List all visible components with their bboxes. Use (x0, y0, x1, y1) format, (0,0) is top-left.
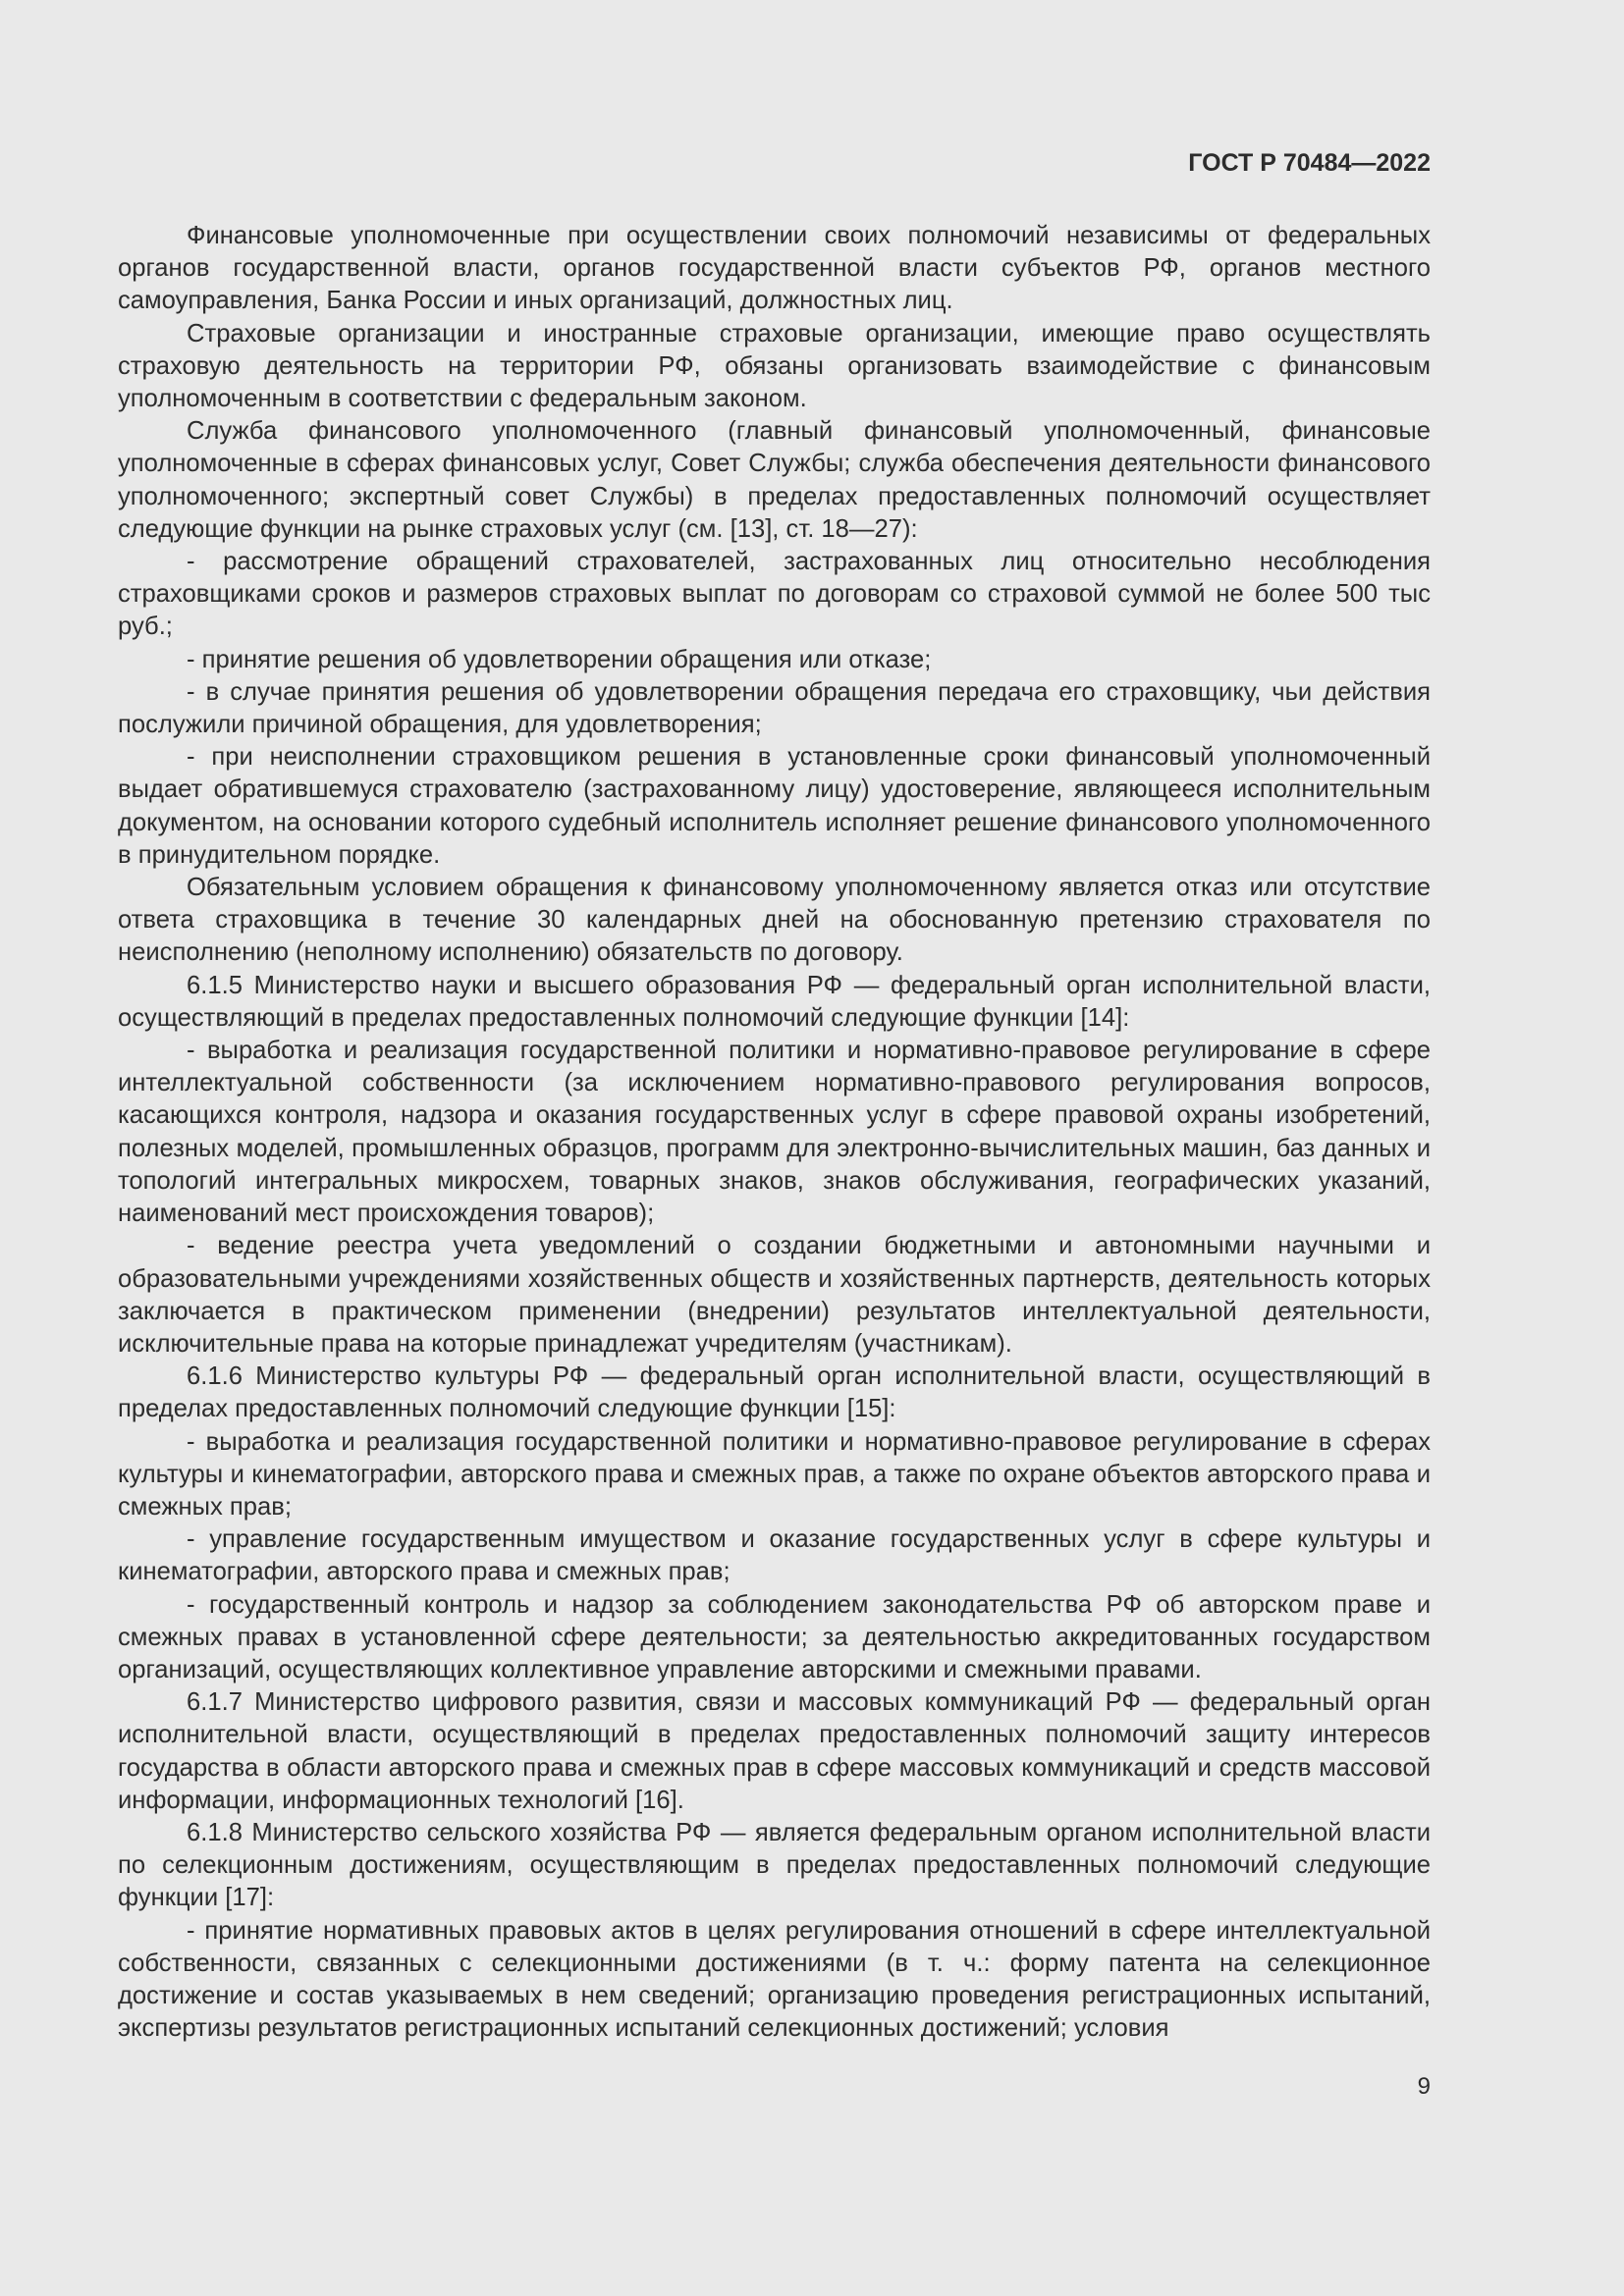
list-item: - при неисполнении страховщиком решения в установленные сроки финансовый уполномоченный выдает обратившемуся страхователю (застрахованному лицу) удостоверение, являющееся исполнительным документом, на основании которого судебный исполнитель исполняет решение финансового уполномоченного в принудительном порядке. (118, 743, 1431, 869)
paragraph: Страховые организации и иностранные страховые организации, имеющие право осуществлять страховую деятельность на территории РФ, обязаны организовать взаимодействие с финансовым уполномоченным в соответствии с федеральным законом. (118, 319, 1431, 413)
section-paragraph: 6.1.7 Министерство цифрового развития, связи и массовых коммуникаций РФ — федеральный орган исполнительной власти, осуществляющий в пределах предоставленных полномочий защиту интересов государства в области авторского права и смежных прав в сфере массовых коммуникаций и средств массовой информации, информационных технологий [16]. (118, 1688, 1431, 1814)
list-item: - в случае принятия решения об удовлетворении обращения передача его страховщику, чьи действия послужили причиной обращения, для удовлетворения; (118, 677, 1431, 739)
list-item: - рассмотрение обращений страхователей, застрахованных лиц относительно несоблюдения страховщиками сроков и размеров страховых выплат по договорам со страховой суммой не более 500 тыс руб.; (118, 548, 1431, 641)
page-number: 9 (1417, 2073, 1431, 2100)
list-item: - принятие решения об удовлетворении обращения или отказе; (187, 645, 932, 673)
list-item: - выработка и реализация государственной политики и нормативно-правовое регулирование в сфере интеллектуальной собственности (за исключением нормативно-правового регулирования вопросов, касающихся контроля, надзора и оказания государственных услуг в сфере правовой охраны изобретений, полезных моделей, промышленных образцов, программ для электронно-вычислительных машин, баз данных и топологий интегральных микросхем, товарных знаков, знаков обслуживания, географических указаний, наименований мест происхождения товаров); (118, 1037, 1431, 1228)
section-paragraph: 6.1.8 Министерство сельского хозяйства РФ — является федеральным органом исполнительной власти по селекционным достижениям, осуществляющим в пределах предоставленных полномочий следующие функции [17]: (118, 1818, 1431, 1912)
paragraph: Обязательным условием обращения к финансовому уполномоченному является отказ или отсутствие ответа страховщика в течение 30 календарных дней на обоснованную претензию страхователя по неисполнению (неполному исполнению) обязательств по договору. (118, 874, 1431, 967)
section-paragraph: 6.1.5 Министерство науки и высшего образования РФ — федеральный орган исполнительной власти, осуществляющий в пределах предоставленных полномочий следующие функции [14]: (118, 971, 1431, 1032)
list-item: - государственный контроль и надзор за соблюдением законодательства РФ об авторском праве и смежных правах в установленной сфере деятельности; за деятельностью аккредитованных государством организаций, осуществляющих коллективное управление авторскими и смежными правами. (118, 1590, 1431, 1683)
paragraph: Служба финансового уполномоченного (главный финансовый уполномоченный, финансовые уполномоченные в сферах финансовых услуг, Совет Службы; служба обеспечения деятельности финансового уполномоченного; экспертный совет Службы) в пределах предоставленных полномочий осуществляет следующие функции на рынке страховых услуг (см. [13], ст. 18—27): (118, 417, 1431, 543)
list-item: - принятие нормативных правовых актов в целях регулирования отношений в сфере интеллектуальной собственности, связанных с селекционными достижениями (в т. ч.: форму патента на селекционное достижение и состав указываемых в нем сведений; организацию проведения регистрационных испытаний, экспертизы результатов регистрационных испытаний селекционных достижений; условия (118, 1916, 1431, 2043)
list-item: - выработка и реализация государственной политики и нормативно-правовое регулирование в сферах культуры и кинематографии, авторского права и смежных прав, а также по охране объектов авторского права и смежных прав; (118, 1427, 1431, 1521)
standard-code-header: ГОСТ Р 70484—2022 (1188, 149, 1431, 177)
paragraph: Финансовые уполномоченные при осуществлении своих полномочий независимы от федеральных органов государственной власти, органов государственной власти субъектов РФ, органов местного самоуправления, Банка России и иных организаций, должностных лиц. (118, 222, 1431, 315)
list-item: - управление государственным имуществом и оказание государственных услуг в сфере культуры и кинематографии, авторского права и смежных прав; (118, 1525, 1431, 1586)
section-paragraph: 6.1.6 Министерство культуры РФ — федеральный орган исполнительной власти, осуществляющий в пределах предоставленных полномочий следующие функции [15]: (118, 1362, 1431, 1423)
list-item: - ведение реестра учета уведомлений о создании бюджетными и автономными научными и образовательными учреждениями хозяйственных обществ и хозяйственных партнерств, деятельность которых заключается в практическом применении (внедрении) результатов интеллектуальной деятельности, исключительные права на которые принадлежат учредителям (участникам). (118, 1232, 1431, 1358)
document-body (118, 220, 1431, 2045)
